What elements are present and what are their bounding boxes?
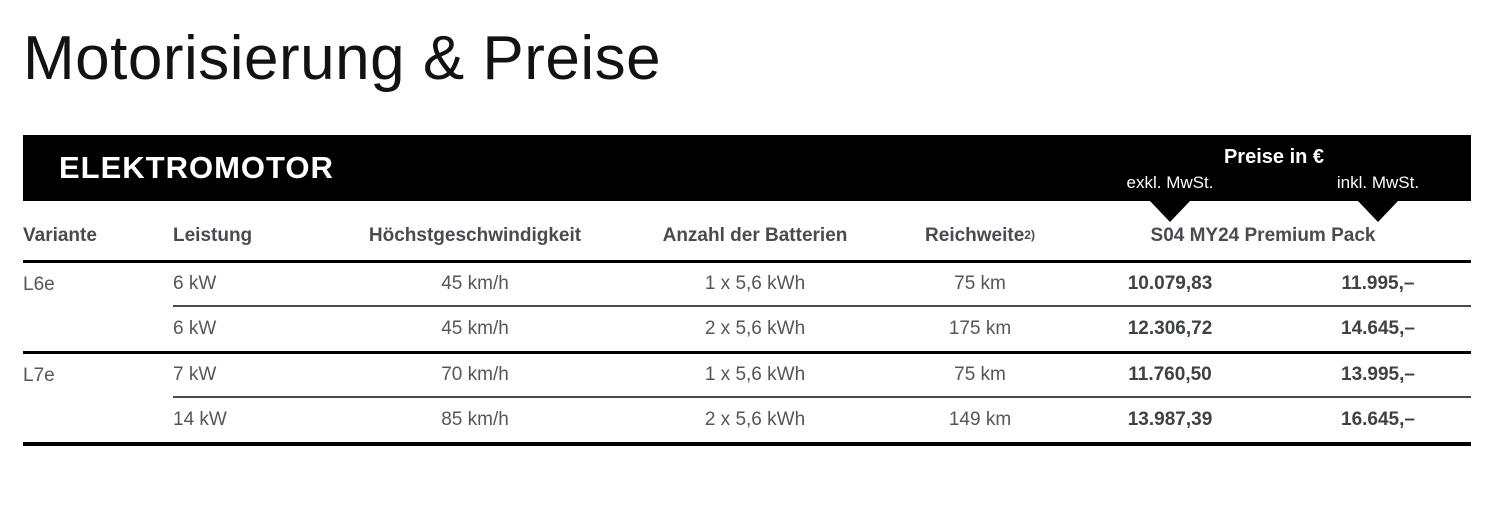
leistung-cell: 6 kW <box>173 263 345 307</box>
reichweite-cell: 175 km <box>948 318 1012 340</box>
preis-exkl-cell: 11.760,50 <box>1055 354 1285 398</box>
variante-cell: L7e <box>23 365 55 387</box>
preis-inkl-cell: 16.645,– <box>1341 409 1415 431</box>
column-header-anzahl-batterien: Anzahl der Batterien <box>662 225 848 247</box>
arrow-down-incl-icon <box>1358 201 1398 222</box>
batterien-cell: 1 x 5,6 kWh <box>605 354 905 398</box>
preis-exkl-cell: 10.079,83 <box>1055 263 1285 307</box>
batterien-cell: 2 x 5,6 kWh <box>704 409 806 431</box>
preis-exkl-cell: 13.987,39 <box>1127 409 1213 431</box>
leistung-cell: 7 kW <box>173 354 345 398</box>
reichweite-label: Reichweite <box>925 225 1025 247</box>
reichweite-cell: 75 km <box>905 354 1055 398</box>
preis-exkl-cell: 12.306,72 <box>1127 318 1213 340</box>
arrow-down-excl-icon <box>1150 201 1190 222</box>
table-row <box>23 354 1471 398</box>
excl-vat-label: exkl. MwSt. <box>1126 173 1214 193</box>
price-header-group <box>1055 135 1471 201</box>
geschwindigkeit-cell: 85 km/h <box>441 409 509 431</box>
batterien-cell: 2 x 5,6 kWh <box>704 318 806 340</box>
incl-vat-label: inkl. MwSt. <box>1336 173 1420 193</box>
geschwindigkeit-cell: 70 km/h <box>345 354 605 398</box>
price-table <box>23 201 1471 446</box>
variante-cell <box>23 307 173 351</box>
variant-group-l6e <box>23 263 1471 354</box>
column-header-reichweite <box>905 201 1055 260</box>
table-row <box>23 263 1471 307</box>
table-row <box>23 398 1471 442</box>
variante-cell <box>23 398 173 442</box>
preis-inkl-cell: 11.995,– <box>1285 263 1471 307</box>
reichweite-cell: 75 km <box>905 263 1055 307</box>
geschwindigkeit-cell: 45 km/h <box>345 263 605 307</box>
footnote-marker: 2) <box>1024 228 1035 243</box>
table-header-row <box>23 201 1471 263</box>
leistung-cell: 6 kW <box>173 318 217 340</box>
table-row <box>23 307 1471 351</box>
page-content <box>23 0 1471 446</box>
preis-inkl-cell: 13.995,– <box>1285 354 1471 398</box>
column-header-variante: Variante <box>23 225 97 247</box>
variant-group-l7e <box>23 354 1471 446</box>
batterien-cell: 1 x 5,6 kWh <box>605 263 905 307</box>
column-header-hoechstgeschwindigkeit: Höchstgeschwindigkeit <box>368 225 582 247</box>
preis-inkl-cell: 14.645,– <box>1341 318 1415 340</box>
leistung-cell: 14 kW <box>173 409 227 431</box>
banner-title: ELEKTROMOTOR <box>59 150 334 186</box>
prices-in-euro-label: Preise in € <box>1223 146 1325 169</box>
page-title: Motorisierung & Preise <box>23 24 662 93</box>
reichweite-cell: 149 km <box>948 409 1012 431</box>
column-header-leistung: Leistung <box>173 225 253 247</box>
geschwindigkeit-cell: 45 km/h <box>441 318 509 340</box>
variante-cell: L6e <box>23 274 55 296</box>
elektromotor-banner <box>23 135 1471 201</box>
column-header-premium-pack: S04 MY24 Premium Pack <box>1150 225 1376 247</box>
